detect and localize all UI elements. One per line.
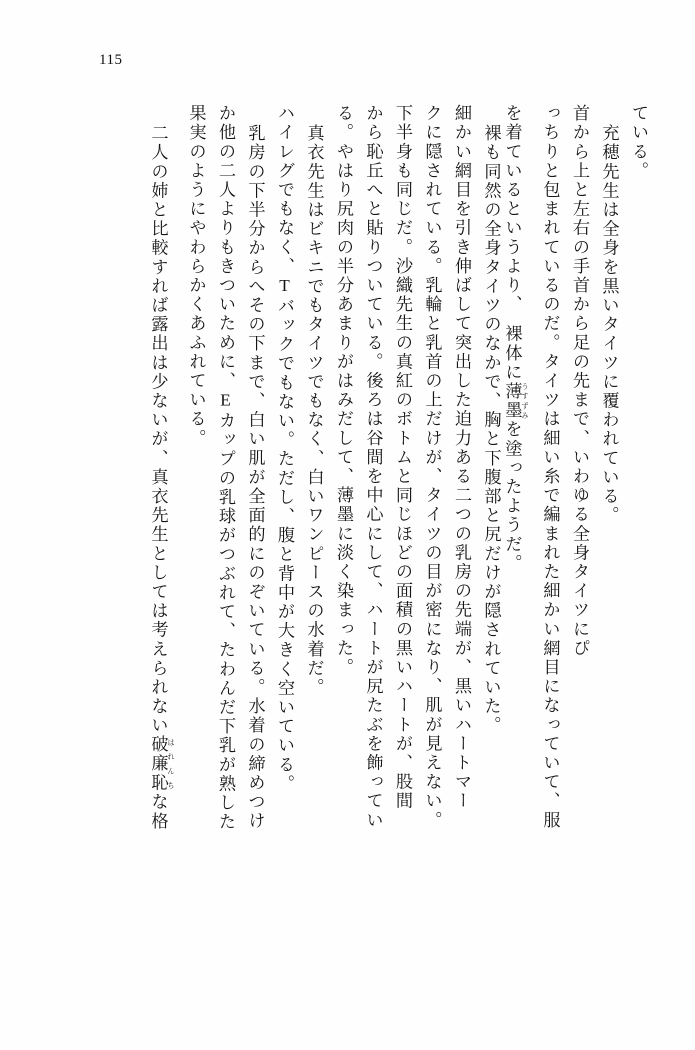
ruby-usuzumi: 薄墨 うすずみ xyxy=(502,381,529,421)
text-column: 充穂先生は全身を黒いタイツに覆われている。 xyxy=(599,124,619,526)
text-column: 裸も同然の全身タイツのなかで、胸と下腹部と尻だけが隠されていた。 xyxy=(481,124,501,736)
page-number: 115 xyxy=(99,52,123,68)
vertical-text-body xyxy=(60,104,647,984)
text-column: から恥丘へと貼りついている。後ろは谷間を中心にして、ハートが尻たぶを飾ってい xyxy=(363,104,383,830)
text-column: 果実のようにやわらかくあふれている。 xyxy=(186,104,206,448)
text-column: 乳房の下半分からへその下まで、白い肌が全面的にのぞいている。水着の締めつけ xyxy=(245,124,265,831)
text-column-with-ruby: を着ているというより、 裸体に薄墨 うすずみを塗ったようだ。 xyxy=(502,104,529,573)
ruby-harenchi: 破廉恥 はれんち xyxy=(148,735,175,793)
text-column: 細かい網目を引き伸ばして突出した迫力ある二つの乳房の先端が、黒いハートマー xyxy=(452,104,471,811)
text-column: 首から上と左右の手首から足の先まで、いわゆる全身タイツにぴ xyxy=(570,104,589,658)
text-column: 真衣先生はビキニでもタイツでもなく、白いワンピースの水着だ。 xyxy=(304,124,324,697)
text-column: クに隠されている。乳輪と乳首の上だけが、タイツの目が密になり、肌が見えない。 xyxy=(422,104,442,830)
text-column: か他の二人よりもきついために、Eカップの乳球がつぶれて、たわんだ下乳が熟した xyxy=(216,104,235,832)
text-column: る。やはり尻肉の半分あまりがはみだして、薄墨に淡く染まった。 xyxy=(334,104,353,677)
text-column: ている。 xyxy=(629,104,648,181)
text-column: ハイレグでもなく、Tバックでもない。ただし、腹と背中が大きく空いている。 xyxy=(275,104,294,794)
text-column: っちりと包まれているのだ。タイツは細い糸で編まれた細かい網目になっていて、服 xyxy=(540,104,560,830)
text-column-with-ruby: 二人の姉と比較すれば露出は少ないが、真衣先生としては考えられない破廉恥 はれんちな格 xyxy=(148,124,175,831)
text-column: 下半身も同じだ。沙織先生の真紅のボトムと同じほどの面積の黒いハートが、股間 xyxy=(393,104,412,811)
